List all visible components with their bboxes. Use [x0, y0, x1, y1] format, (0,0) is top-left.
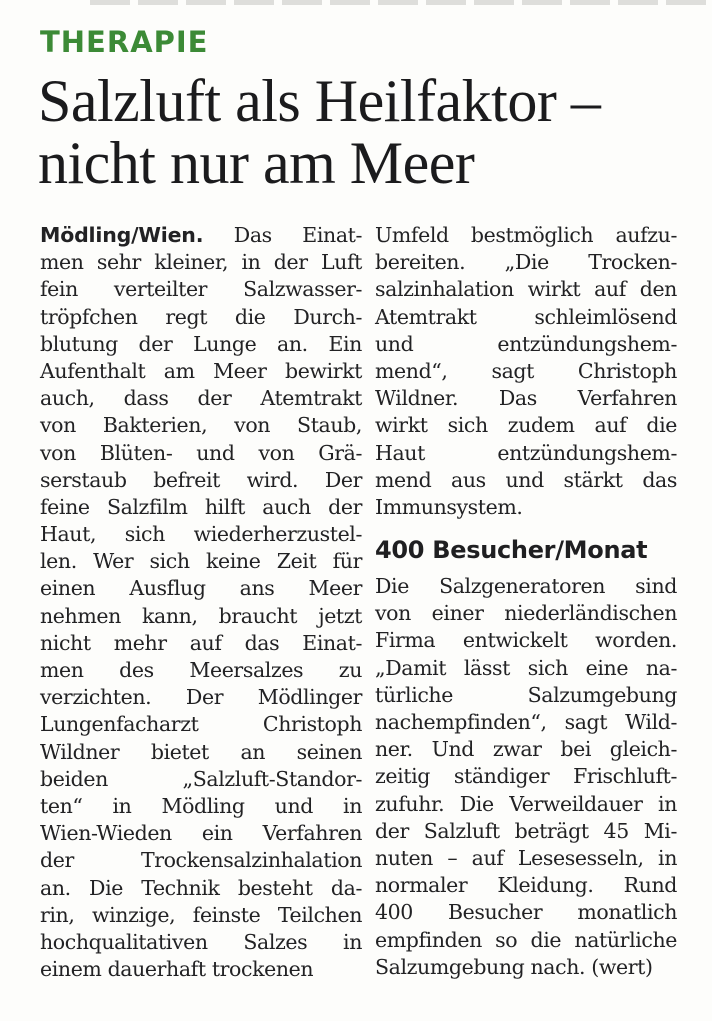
column-line: ner. Und zwar bei gleich- [375, 737, 677, 762]
column-line: zufuhr. Die Verweildauer in [375, 791, 677, 816]
column-line: Wildner bietet an seinen [40, 739, 362, 764]
column-line: zeitig ständiger Frischluft- [375, 764, 677, 789]
column-line: Haut, sich wiederherzustel- [40, 522, 362, 547]
column-line: feine Salzfilm hilft auch der [40, 494, 362, 519]
column-line: nachempfinden“, sagt Wild- [375, 710, 677, 734]
column-line: verzichten. Der Mödlinger [40, 685, 362, 710]
column-line: empfinden so die natürliche [375, 927, 677, 952]
column-line: 400 Besucher monatlich [375, 900, 677, 925]
column-line: blutung der Lunge an. Ein [40, 331, 362, 356]
column-paragraph [375, 573, 677, 981]
column-line: Wildner. Das Verfahren [375, 386, 677, 411]
column-line: wirkt sich zudem auf die [375, 413, 677, 438]
column-line: Salzumgebung nach. (wert) [375, 954, 653, 979]
headline-line: nicht nur am Meer [38, 130, 475, 196]
column-line: len. Wer sich keine Zeit für [40, 549, 362, 574]
column-line: rin, winzige, feinste Teilchen [40, 902, 362, 927]
column-line: mend aus und stärkt das [375, 467, 677, 492]
column-line: an. Die Technik besteht da- [40, 875, 362, 900]
column-line: Firma entwickelt worden. [375, 628, 677, 653]
column-line: men sehr kleiner, in der Luft [40, 250, 362, 275]
headline [38, 70, 698, 194]
cut-edge-strip [90, 0, 710, 5]
column-line: Die Salzgeneratoren sind [375, 574, 677, 599]
column-line: serstaub befreit wird. Der [40, 467, 362, 492]
column-line: einem dauerhaft trockenen [40, 957, 314, 982]
column-line: beiden „Salzluft-Standor- [40, 766, 362, 791]
column-line: hochqualitativen Salzes in [40, 929, 362, 954]
column-line: normaler Kleidung. Rund [375, 873, 677, 898]
column-line: Umfeld bestmöglich aufzu- [375, 223, 677, 247]
article-column-left [40, 222, 362, 983]
column-line: „Damit lässt sich eine na- [375, 655, 677, 680]
column-line: tröpfchen regt die Durch- [40, 304, 362, 329]
column-line: Atemtrakt schleimlösend [375, 304, 677, 329]
column-line [40, 222, 362, 249]
column-line: Haut entzündungshem- [375, 440, 677, 465]
column-line: Lungenfacharzt Christoph [40, 712, 362, 737]
column-line: der Trockensalzinhalation [40, 848, 362, 873]
column-line: einen Ausflug ans Meer [40, 576, 362, 601]
column-line: der Salzluft beträgt 45 Mi- [375, 818, 677, 843]
column-line: men des Meersalzes zu [40, 658, 362, 682]
column-line: mend“, sagt Christoph [375, 358, 677, 383]
column-line: Aufenthalt am Meer bewirkt [40, 358, 362, 383]
column-line: Immunsystem. [375, 494, 523, 519]
column-line: von Bakterien, von Staub, [40, 413, 362, 438]
dateline: Mödling/Wien. [40, 223, 204, 247]
column-line: von einer niederländischen [375, 601, 677, 626]
column-line: von Blüten- und von Grä- [40, 440, 362, 465]
article-column-right [375, 222, 677, 981]
column-line: bereiten. „Die Trocken- [375, 250, 677, 275]
column-line: fein verteilter Salzwasser- [40, 277, 362, 302]
subheading: 400 Besucher/Monat [375, 536, 648, 565]
headline-line: Salzluft als Heilfaktor – [38, 68, 601, 134]
column-line: türliche Salzumgebung [375, 682, 677, 707]
column-line: nehmen kann, braucht jetzt [40, 603, 362, 628]
column-line-text: Das Einat- [203, 223, 362, 247]
column-line: und entzündungshem- [375, 331, 677, 356]
column-line: auch, dass der Atemtrakt [40, 386, 362, 411]
section-kicker: THERAPIE [40, 25, 209, 59]
column-line: Wien-Wieden ein Verfahren [40, 821, 362, 846]
column-paragraph [375, 222, 677, 521]
column-line: ten“ in Mödling und in [40, 793, 362, 818]
column-line: salzinhalation wirkt auf den [375, 277, 677, 302]
column-line: nicht mehr auf das Einat- [40, 630, 362, 655]
column-line: nuten – auf Lesesesseln, in [375, 845, 677, 870]
